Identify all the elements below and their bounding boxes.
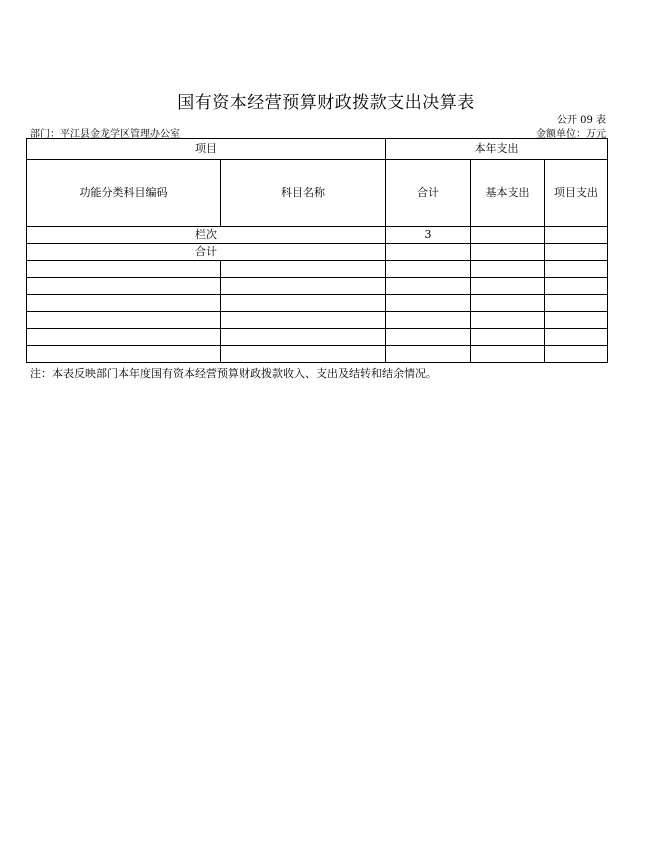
total-row-label: 合计 [27, 244, 386, 261]
table-row [27, 261, 608, 278]
column-index-project [545, 227, 608, 244]
cell [471, 312, 545, 329]
column-index-basic [471, 227, 545, 244]
header-row-2 [27, 160, 608, 227]
column-index-label: 栏次 [27, 227, 386, 244]
budget-table [26, 138, 608, 363]
header-row-1 [27, 139, 608, 160]
table-number: 公开 09 表 [556, 115, 606, 126]
cell [386, 278, 471, 295]
total-row [27, 244, 608, 261]
cell [545, 278, 608, 295]
cell [221, 329, 386, 346]
column-index-row [27, 227, 608, 244]
table-row [27, 312, 608, 329]
unit-label: 金额单位：万元 [536, 129, 606, 140]
cell [27, 261, 221, 278]
total-row-basic [471, 244, 545, 261]
cell [471, 295, 545, 312]
cell [471, 346, 545, 363]
cell [27, 295, 221, 312]
cell [221, 295, 386, 312]
cell [545, 329, 608, 346]
footnote: 注：本表反映部门本年度国有资本经营预算财政拨款收入、支出及结转和结余情况。 [30, 367, 437, 380]
table-row [27, 346, 608, 363]
cell [471, 278, 545, 295]
cell [386, 295, 471, 312]
cell [27, 278, 221, 295]
cell [471, 261, 545, 278]
cell [545, 312, 608, 329]
header-basic: 基本支出 [471, 160, 545, 227]
department-label: 部门：平江县金龙学区管理办公室 [30, 129, 180, 140]
cell [221, 312, 386, 329]
total-row-project [545, 244, 608, 261]
cell [386, 346, 471, 363]
cell [27, 329, 221, 346]
cell [221, 278, 386, 295]
column-index-total: 3 [386, 227, 471, 244]
header-current-year: 本年支出 [386, 139, 608, 160]
table-row [27, 278, 608, 295]
header-item: 项目 [27, 139, 386, 160]
cell [221, 346, 386, 363]
cell [27, 312, 221, 329]
table-row [27, 295, 608, 312]
cell [386, 329, 471, 346]
header-total: 合计 [386, 160, 471, 227]
cell [545, 295, 608, 312]
cell [386, 312, 471, 329]
table-row [27, 329, 608, 346]
header-subject-name: 科目名称 [221, 160, 386, 227]
header-project: 项目支出 [545, 160, 608, 227]
cell [221, 261, 386, 278]
cell [386, 261, 471, 278]
cell [545, 261, 608, 278]
total-row-total [386, 244, 471, 261]
cell [545, 346, 608, 363]
header-func-code: 功能分类科目编码 [27, 160, 221, 227]
page-title: 国有资本经营预算财政拨款支出决算表 [177, 93, 475, 113]
cell [27, 346, 221, 363]
cell [471, 329, 545, 346]
